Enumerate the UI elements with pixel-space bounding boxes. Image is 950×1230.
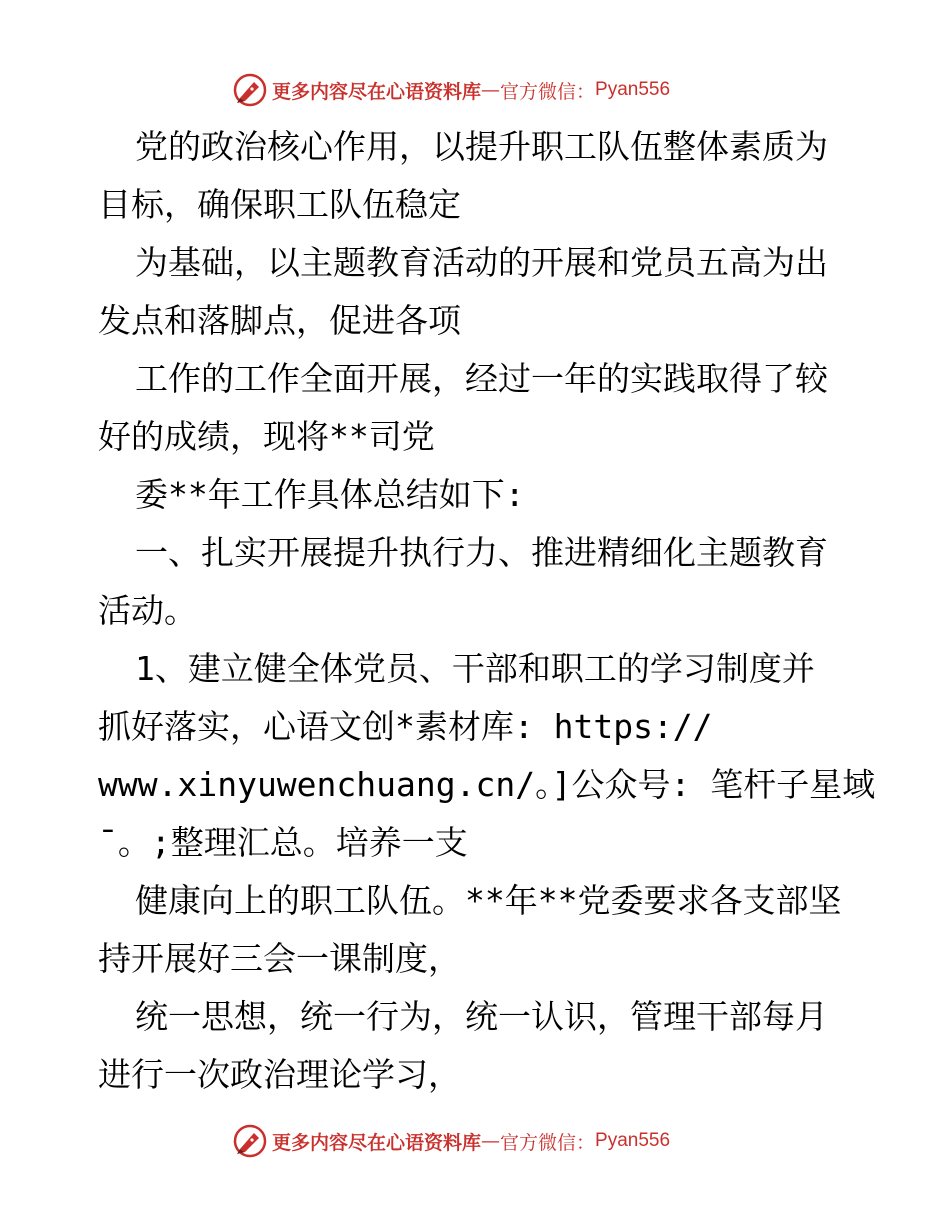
body-line: 委**年工作具体总结如下: xyxy=(135,475,525,514)
body-line: 好的成绩，现将**司党 xyxy=(98,417,435,456)
section-heading-cont: 活动。 xyxy=(98,591,197,630)
body-line: 目标，确保职工队伍稳定 xyxy=(98,185,461,224)
banner-wechat-id: Pyan556 xyxy=(595,1130,671,1151)
body-line: 健康向上的职工队伍。**年**党委要求各支部坚 xyxy=(135,881,842,920)
body-line: 持开展好三会一课制度， xyxy=(98,939,461,978)
header-banner xyxy=(232,70,670,110)
banner-wechat-id: Pyan556 xyxy=(595,79,671,100)
body-line: 为基础，以主题教育活动的开展和党员五高为出 xyxy=(135,243,828,282)
banner-label: 官方微信： xyxy=(500,1131,596,1154)
footer-banner xyxy=(232,1121,670,1161)
document-body xyxy=(98,118,876,1104)
section-heading: 一、扎实开展提升执行力、推进精细化主题教育 xyxy=(135,533,828,572)
body-line: 进行一次政治理论学习， xyxy=(98,1055,461,1094)
body-line: ˉ。;整理汇总。培养一支 xyxy=(98,823,468,862)
body-line: 抓好落实，心语文创*素材库: https:// xyxy=(98,707,713,746)
body-line: 统一思想，统一行为，统一认识，管理干部每月 xyxy=(135,997,828,1036)
body-line: 党的政治核心作用，以提升职工队伍整体素质为 xyxy=(135,127,828,166)
body-line: 1、建立健全体党员、干部和职工的学习制度并 xyxy=(135,649,815,688)
banner-main-text: 更多内容尽在心语资料库 xyxy=(272,1131,482,1154)
banner-label: 官方微信： xyxy=(500,80,596,103)
body-line: www.xinyuwenchuang.cn/。]公众号: 笔杆子星域 xyxy=(98,765,876,804)
banner-separator: — xyxy=(481,1130,501,1152)
banner-main-text: 更多内容尽在心语资料库 xyxy=(272,80,482,103)
body-line: 工作的工作全面开展，经过一年的实践取得了较 xyxy=(135,359,828,398)
body-line: 发点和落脚点，促进各项 xyxy=(98,301,461,340)
pen-nib-logo-icon xyxy=(232,1123,268,1159)
pen-nib-logo-icon xyxy=(232,72,268,108)
banner-separator: — xyxy=(481,79,501,101)
